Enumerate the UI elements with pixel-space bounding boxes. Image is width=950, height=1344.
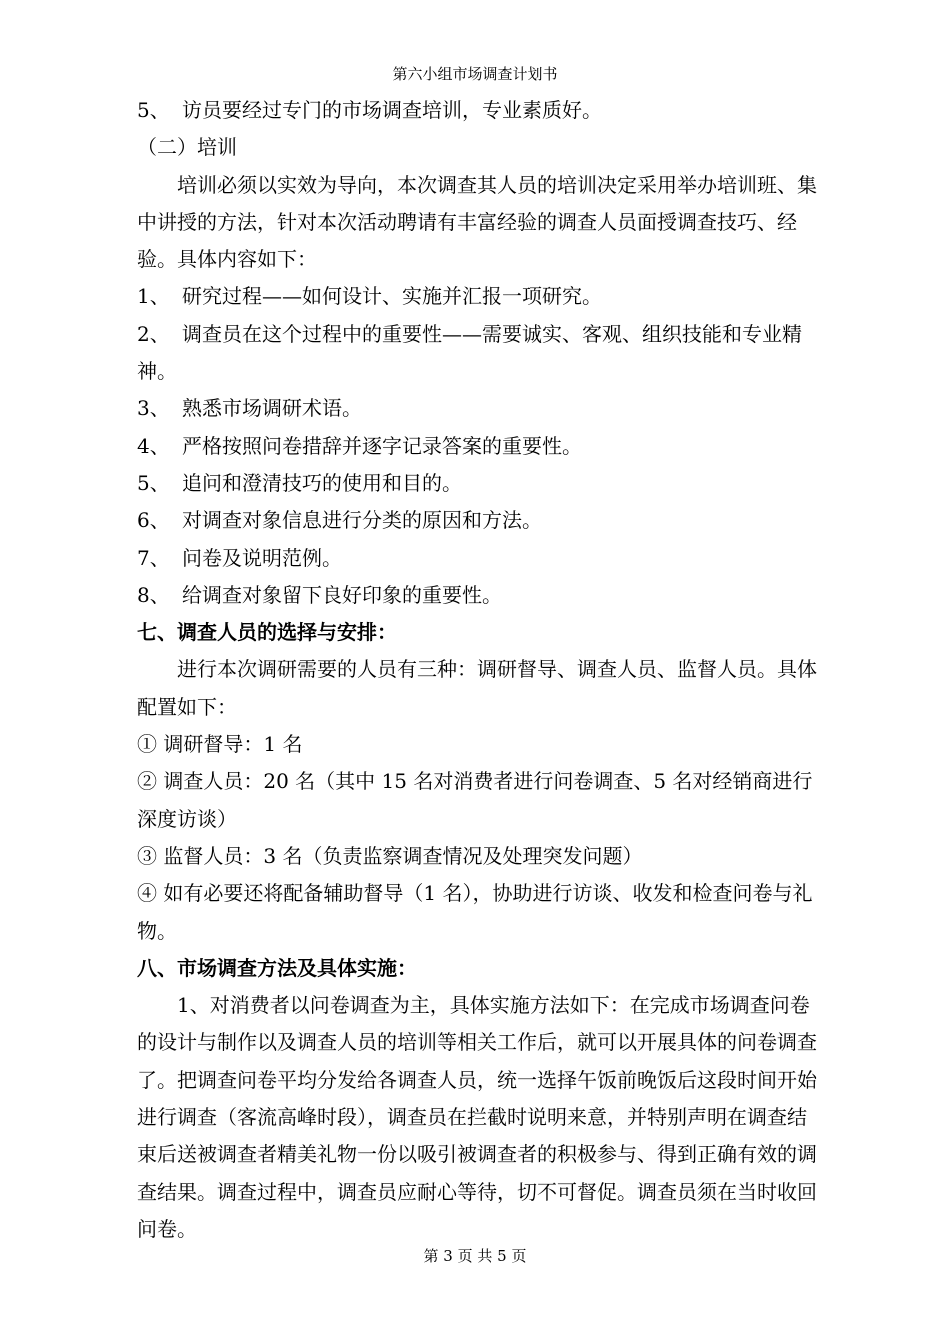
section-7-heading: 七、调查人员的选择与安排： <box>137 620 397 645</box>
list-number: 8、 <box>137 582 170 607</box>
training-item-6 <box>137 502 817 539</box>
training-item-5 <box>137 465 817 502</box>
page-content <box>137 92 817 1248</box>
staff-item-1: ① 调研督导：1 名 <box>137 732 303 757</box>
list-number: 6、 <box>137 508 170 533</box>
list-text: 对调查对象信息进行分类的原因和方法。 <box>182 508 542 533</box>
interviewer-requirement-5 <box>137 92 817 129</box>
training-item-8 <box>137 577 817 614</box>
list-number: 4、 <box>137 433 170 458</box>
training-item-7 <box>137 540 817 577</box>
training-subheading: （二）培训 <box>137 135 237 160</box>
list-number: 5、 <box>137 470 170 495</box>
staff-item-2: ② 调查人员：20 名（其中 15 名对消费者进行问卷调查、5 名对经销商进行深度访谈） <box>137 769 813 831</box>
staff-item-3: ③ 监督人员：3 名（负责监察调查情况及处理突发问题） <box>137 843 643 868</box>
page-header: 第六小组市场调查计划书 <box>392 65 558 83</box>
training-intro-paragraph: 培训必须以实效为导向，本次调查其人员的培训决定采用举办培训班、集中讲授的方法，针对本次活动聘请有丰富经验的调查人员面授调查技巧、经验。具体内容如下： <box>137 172 817 272</box>
list-text: 严格按照问卷措辞并逐字记录答案的重要性。 <box>182 433 582 458</box>
list-text: 问卷及说明范例。 <box>182 545 342 570</box>
section-7-intro-paragraph: 进行本次调研需要的人员有三种：调研督导、调查人员、监督人员。具体配置如下： <box>137 657 817 719</box>
list-text: 给调查对象留下良好印象的重要性。 <box>182 582 502 607</box>
list-number: 1、 <box>137 284 170 309</box>
list-number: 2、 <box>137 321 170 346</box>
list-text: 追问和澄清技巧的使用和目的。 <box>182 470 462 495</box>
training-item-3 <box>137 390 817 427</box>
list-text: 访员要经过专门的市场调查培训，专业素质好。 <box>182 98 602 122</box>
section-8-paragraph: 1、对消费者以问卷调查为主，具体实施方法如下：在完成市场调查问卷的设计与制作以及调查人员的培训等相关工作后，就可以开展具体的问卷调查了。把调查问卷平均分发给各调查人员，统一选择午饭前晚饭后这段时间开始进行调查（客流高峰时段），调查员在拦截时说明来意，并特别声明在调查结束后送被调查者精美礼物一份以吸引被调查者的积极参与、得到正确有效的调查结果。调查过程中，调查员应耐心等待，切不可督促。调查员须在当时收回问卷。 <box>137 993 817 1241</box>
list-text: 研究过程——如何设计、实施并汇报一项研究。 <box>182 284 602 309</box>
list-number: 7、 <box>137 545 170 570</box>
training-item-1 <box>137 278 817 315</box>
list-text: 调查员在这个过程中的重要性——需要诚实、客观、组织技能和专业精神。 <box>137 321 802 384</box>
list-number: 3、 <box>137 396 170 421</box>
list-number: 5、 <box>137 98 170 122</box>
staff-item-4: ④ 如有必要还将配备辅助督导（1 名），协助进行访谈、收发和检查问卷与礼物。 <box>137 881 813 943</box>
training-item-2 <box>137 316 817 391</box>
list-text: 熟悉市场调研术语。 <box>182 396 362 421</box>
section-8-heading: 八、市场调查方法及具体实施： <box>137 955 417 980</box>
page-footer: 第 3 页 共 5 页 <box>423 1247 527 1265</box>
training-item-4 <box>137 428 817 465</box>
